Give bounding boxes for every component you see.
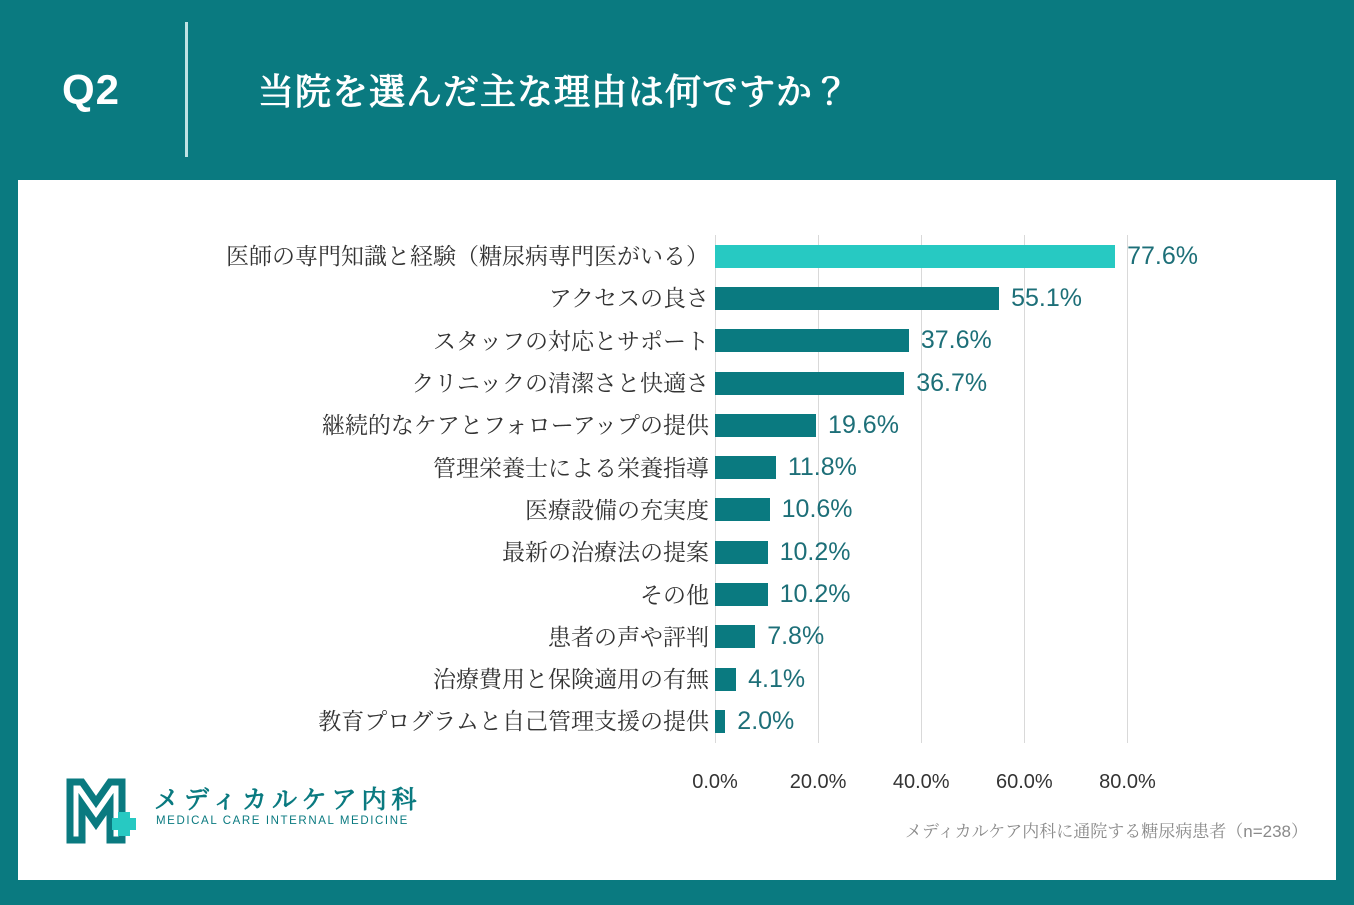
bar-group <box>715 531 850 573</box>
bar[interactable] <box>715 372 904 395</box>
bar[interactable] <box>715 414 816 437</box>
slide-header <box>0 0 1354 180</box>
bar-group <box>715 700 794 742</box>
bar-value-label: 55.1% <box>1011 283 1082 312</box>
category-label: 継続的なケアとフォローアップの提供 <box>321 412 709 439</box>
x-axis-tick: 20.0% <box>789 771 847 793</box>
logo-text: メディカルケア内科 <box>154 786 422 814</box>
bar[interactable] <box>715 245 1115 268</box>
x-axis-tick: 80.0% <box>1099 771 1156 793</box>
bar-value-label: 10.6% <box>781 495 853 524</box>
chart-row <box>18 489 1336 531</box>
logo-subtext: MEDICAL CARE INTERNAL MEDICINE <box>156 815 409 827</box>
x-axis-tick: 60.0% <box>995 771 1053 793</box>
bar-group <box>715 404 899 446</box>
source-note: メディカルケア内科に通院する糖尿病患者（n=238） <box>904 822 1308 841</box>
bar-chart <box>18 208 1336 793</box>
bar-group <box>715 573 850 615</box>
bar-group <box>715 446 857 488</box>
bar[interactable] <box>715 329 909 352</box>
category-label: 患者の声や評判 <box>548 623 709 650</box>
chart-row <box>18 362 1336 404</box>
bar-value-label: 37.6% <box>920 326 992 355</box>
bar-value-label: 7.8% <box>767 622 825 651</box>
bar-group <box>715 489 853 531</box>
bar-value-label: 10.2% <box>779 537 851 566</box>
category-label: 最新の治療法の提案 <box>502 539 709 566</box>
bar[interactable] <box>715 710 725 733</box>
chart-row <box>18 446 1336 488</box>
bar[interactable] <box>715 456 776 479</box>
bar-group <box>715 616 824 658</box>
logo-mark-icon <box>66 778 142 844</box>
category-label: その他 <box>640 581 709 608</box>
bar-value-label: 2.0% <box>737 706 795 735</box>
chart-row <box>18 700 1336 742</box>
category-label: スタッフの対応とサポート <box>433 327 709 354</box>
bar-group <box>715 235 1198 277</box>
category-label: 医療設備の充実度 <box>525 496 709 523</box>
chart-row <box>18 573 1336 615</box>
chart-row <box>18 531 1336 573</box>
chart-rows <box>18 235 1336 743</box>
bar-value-label: 10.2% <box>779 580 851 609</box>
bar-value-label: 77.6% <box>1127 241 1198 270</box>
bar[interactable] <box>715 498 770 521</box>
x-axis-tick: 40.0% <box>892 771 950 793</box>
bar-value-label: 11.8% <box>787 453 857 482</box>
bar-group <box>715 277 1082 319</box>
x-axis-tick: 0.0% <box>692 771 738 793</box>
chart-row <box>18 658 1336 700</box>
bar[interactable] <box>715 583 768 606</box>
category-label: クリニックの清潔さと快適さ <box>411 370 709 397</box>
chart-row <box>18 277 1336 319</box>
page-title: 当院を選んだ主な理由は何ですか？ <box>258 71 851 112</box>
bar-value-label: 36.7% <box>916 368 988 397</box>
bar-group <box>715 320 992 362</box>
category-label: 治療費用と保険適用の有無 <box>433 666 709 693</box>
chart-row <box>18 320 1336 362</box>
bar-value-label: 4.1% <box>748 664 806 693</box>
header-divider <box>185 22 188 157</box>
x-axis <box>692 771 1179 801</box>
category-label: 管理栄養士による栄養指導 <box>433 454 709 481</box>
category-label: 教育プログラムと自己管理支援の提供 <box>318 708 709 735</box>
question-number: Q2 <box>62 66 121 113</box>
bar[interactable] <box>715 541 768 564</box>
bar-group <box>715 362 987 404</box>
bar[interactable] <box>715 668 736 691</box>
bar[interactable] <box>715 625 755 648</box>
chart-card <box>18 180 1336 880</box>
chart-row <box>18 404 1336 446</box>
chart-row <box>18 235 1336 277</box>
category-label: アクセスの良さ <box>548 285 709 312</box>
category-label: 医師の専門知識と経験（糖尿病専門医がいる） <box>226 243 709 270</box>
brand-logo <box>66 778 496 848</box>
chart-row <box>18 616 1336 658</box>
bar[interactable] <box>715 287 999 310</box>
bar-group <box>715 658 805 700</box>
bar-value-label: 19.6% <box>828 410 899 439</box>
